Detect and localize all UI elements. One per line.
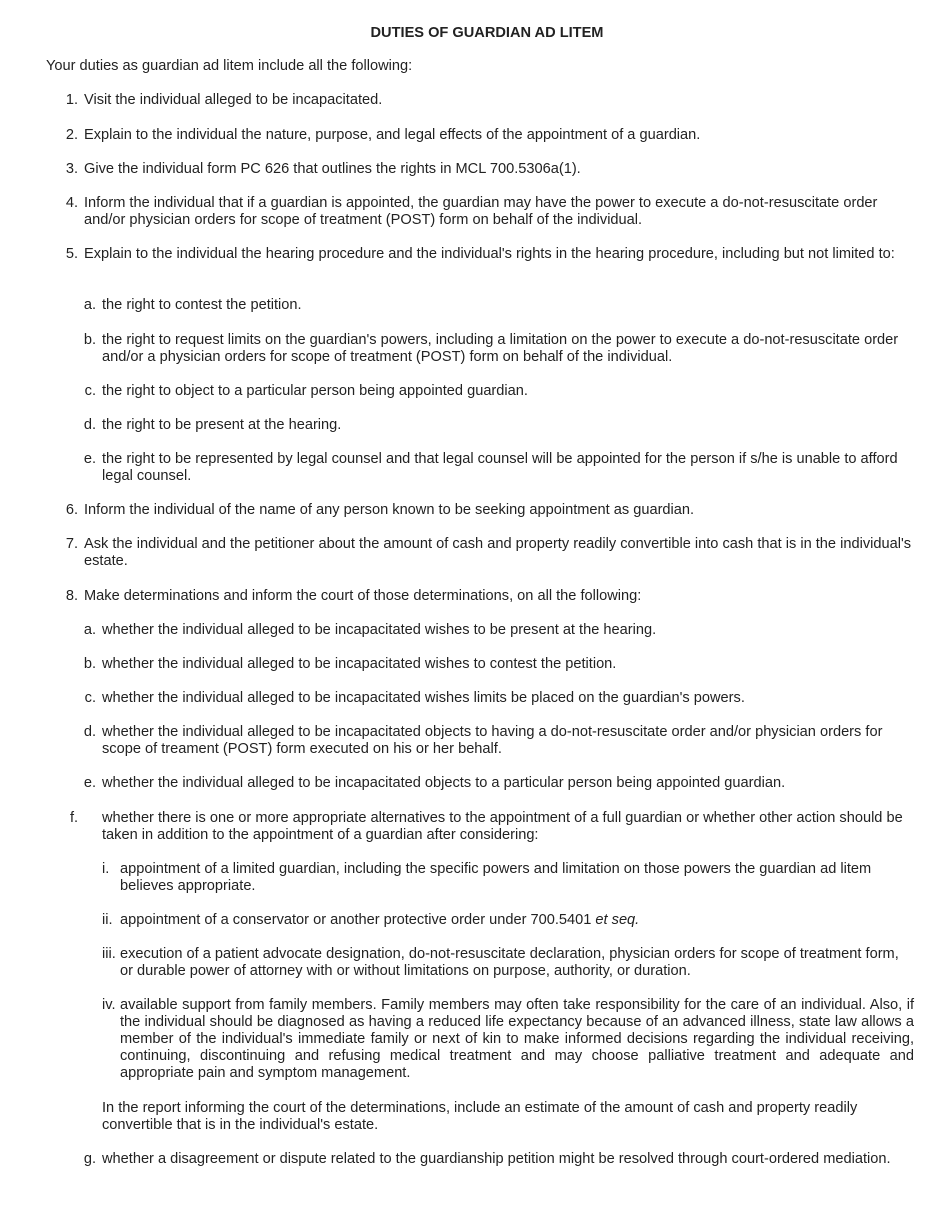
sub-item-letter: b. xyxy=(83,332,96,348)
roman-item-text: execution of a patient advocate designation, do-not-resuscitate declaration, physician orders for scope of treatment form, or durable power of attorney with or without limitations on purpose, authority, or duration. xyxy=(120,946,899,979)
sub-item-text: whether the individual alleged to be incapacitated wishes to be present at the hearing. xyxy=(102,622,657,638)
sub-item-letter: d. xyxy=(83,724,96,740)
item-number: 1. xyxy=(65,92,78,108)
roman-numeral: iii. xyxy=(102,946,116,962)
sub-item-text: whether the individual alleged to be incapacitated objects to having a do-not-resuscitate order and/or physician orders for scope of treament (POST) form executed on his or her behalf. xyxy=(102,724,883,757)
intro-text: Your duties as guardian ad litem include all the following: xyxy=(46,58,413,74)
item-text: Inform the individual that if a guardian is appointed, the guardian may have the power to execute a do-not-resuscitate order and/or physician orders for scope of treatment (POST) form on behalf of the individual. xyxy=(84,195,878,228)
item-text: Visit the individual alleged to be incapacitated. xyxy=(84,92,383,108)
sub-item-letter: e. xyxy=(83,775,96,791)
item-text: Give the individual form PC 626 that outlines the rights in MCL 700.5306a(1). xyxy=(84,161,581,177)
item-number: 7. xyxy=(65,536,78,552)
sub-item-letter: b. xyxy=(83,656,96,672)
item-text: Ask the individual and the petitioner about the amount of cash and property readily convertible into cash that is in the individual's estate. xyxy=(84,536,912,569)
roman-item-text: available support from family members. Family members may often take responsibility for the care of an individual. Also, if the individual should be diagnosed as having a reduced life expectancy because of an advanced illness, state law allows a member of the individual's immediate family or next of kin to make informed decisions regarding the individual receiving, continuing, discontinuing and refusing medical treatment and may choose palliative treatment and adequate and appropriate pain and symptom management. xyxy=(120,997,914,1081)
sub-item-letter: c. xyxy=(84,690,96,706)
sub-item-letter: a. xyxy=(83,622,96,638)
sub-item-letter: f. xyxy=(70,810,79,826)
item-text: Make determinations and inform the court of those determinations, on all the following: xyxy=(84,588,642,604)
item-number: 2. xyxy=(65,127,78,143)
roman-numeral: i. xyxy=(102,861,110,877)
page-title: DUTIES OF GUARDIAN AD LITEM xyxy=(370,25,604,41)
report-note: In the report informing the court of the determinations, include an estimate of the amount of cash and property readily convertible that is in the individual's estate. xyxy=(102,1100,858,1133)
item-text: Explain to the individual the hearing procedure and the individual's rights in the hearing procedure, including but not limited to: xyxy=(84,246,895,262)
sub-item-letter: e. xyxy=(83,451,96,467)
sub-item-letter: a. xyxy=(83,297,96,313)
sub-item-letter: d. xyxy=(83,417,96,433)
roman-item-text: appointment of a limited guardian, including the specific powers and limitation on those powers the guardian ad litem believes appropriate. xyxy=(120,861,872,894)
roman-item-text xyxy=(120,912,914,929)
sub-item-letter: c. xyxy=(84,383,96,399)
sub-item-text: the right to be present at the hearing. xyxy=(102,417,342,433)
sub-item-letter: g. xyxy=(83,1151,96,1167)
sub-item-text: the right to request limits on the guardian's powers, including a limitation on the power to execute a do-not-resuscitate order and/or a physician orders for scope of treatment (POST) form on behalf of the individual. xyxy=(102,332,899,365)
item-number: 5. xyxy=(65,246,78,262)
item-number: 4. xyxy=(65,195,78,211)
sub-item-text: whether a disagreement or dispute related to the guardianship petition might be resolved through court-ordered mediation. xyxy=(102,1151,891,1167)
sub-item-text: the right to contest the petition. xyxy=(102,297,302,313)
roman-item-text-main: appointment of a conservator or another protective order under 700.5401 xyxy=(120,912,596,928)
sub-item-text: the right to be represented by legal counsel and that legal counsel will be appointed for the person if s/he is unable to afford legal counsel. xyxy=(102,451,898,484)
roman-item-text-italic: et seq. xyxy=(595,912,640,928)
item-number: 3. xyxy=(65,161,78,177)
roman-numeral: ii. xyxy=(102,912,113,928)
item-text: Inform the individual of the name of any person known to be seeking appointment as guardian. xyxy=(84,502,695,518)
item-number: 6. xyxy=(65,502,78,518)
sub-item-text: the right to object to a particular person being appointed guardian. xyxy=(102,383,528,399)
sub-item-text: whether there is one or more appropriate alternatives to the appointment of a full guardian or whether other action should be taken in addition to the appointment of a guardian after considering: xyxy=(102,810,903,843)
item-number: 8. xyxy=(65,588,78,604)
item-text: Explain to the individual the nature, purpose, and legal effects of the appointment of a guardian. xyxy=(84,127,701,143)
sub-item-text: whether the individual alleged to be incapacitated wishes limits be placed on the guardian's powers. xyxy=(102,690,745,706)
sub-item-text: whether the individual alleged to be incapacitated wishes to contest the petition. xyxy=(102,656,617,672)
sub-item-text: whether the individual alleged to be incapacitated objects to a particular person being appointed guardian. xyxy=(102,775,786,791)
roman-numeral: iv. xyxy=(102,997,116,1013)
